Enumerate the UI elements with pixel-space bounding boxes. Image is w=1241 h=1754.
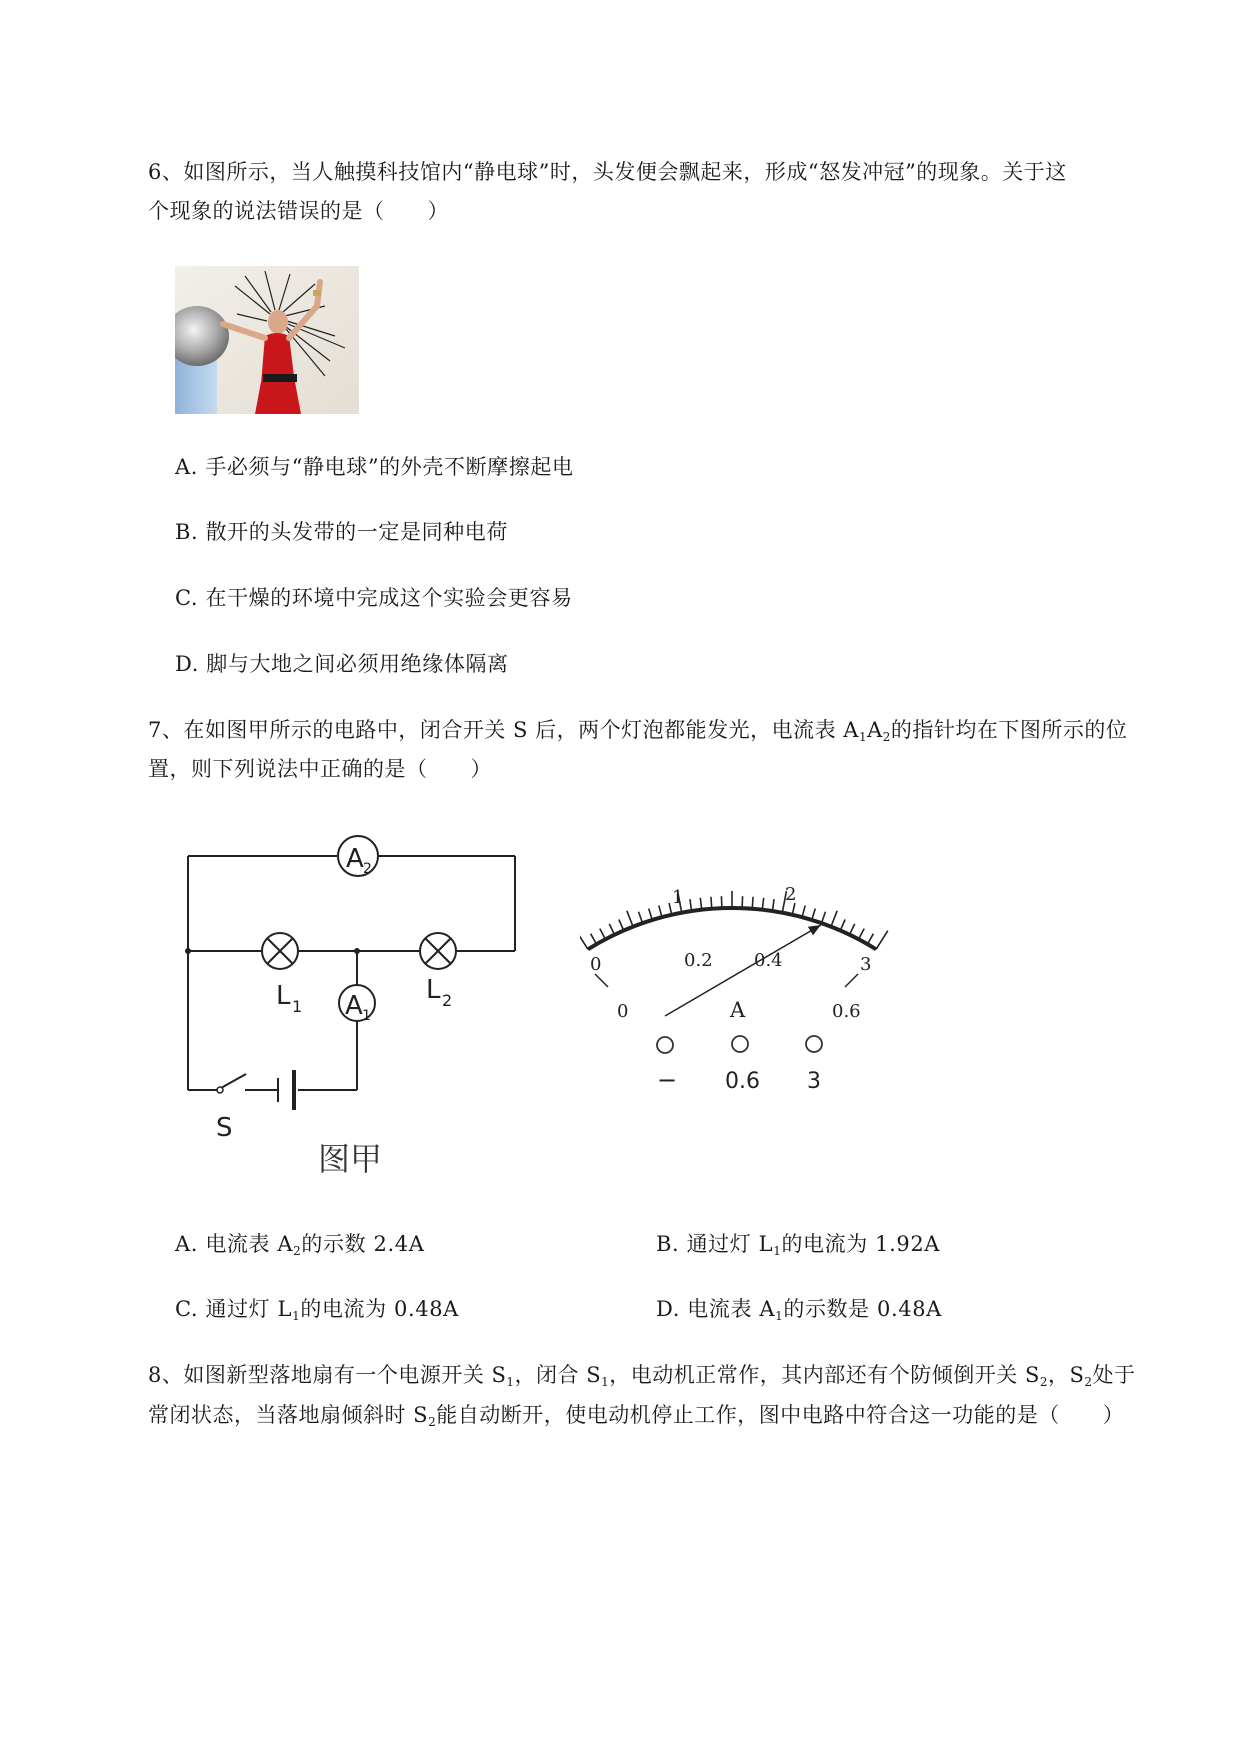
upper-label-0: 0 xyxy=(590,954,602,975)
q6-option-c[interactable]: C. 在干燥的环境中完成这个实验会更容易 xyxy=(175,586,573,610)
q6-stem-line2: 个现象的说法错误的是（ ） xyxy=(148,199,449,223)
l1-sub: 1 xyxy=(292,997,303,1016)
dial-arc xyxy=(588,908,876,949)
q7-stem-line2: 置，则下列说法中正确的是（ ） xyxy=(148,757,492,781)
dial-tick xyxy=(580,931,588,950)
q8-stem-line2: 常闭状态，当落地扇倾斜时 $S_2$能自动断开，使电动机停止工作，图中电路中符合这一功能的是（ ） xyxy=(148,1403,1125,1429)
l2-sub: 2 xyxy=(442,991,453,1010)
lower-label-0-4: 0.4 xyxy=(754,950,783,971)
q7-option-d[interactable]: D. 电流表 $A_1$的示数是 0.48A xyxy=(656,1297,942,1323)
ammeter-dial xyxy=(580,880,910,1110)
terminal-0-6 xyxy=(732,1036,748,1052)
upper-label-2: 2 xyxy=(785,884,797,905)
terminal-3 xyxy=(806,1036,822,1052)
q7-option-b[interactable]: B. 通过灯 $L_1$的电流为 1.92A xyxy=(656,1232,941,1258)
terminal-label-negative: − xyxy=(657,1066,678,1094)
lower-label-0-6: 0.6 xyxy=(832,1001,861,1022)
l2-label: L xyxy=(426,975,441,1005)
upper-label-1: 1 xyxy=(672,887,684,908)
q7-stem-line1: 7、在如图甲所示的电路中，闭合开关 S 后，两个灯泡都能发光，电流表 $A_1A_2$的指针均在下图所示的位 xyxy=(148,718,1128,744)
a2-label: A xyxy=(346,844,364,874)
lower-label-0-2: 0.2 xyxy=(684,950,713,971)
q6-option-a[interactable]: A. 手必须与“静电球”的外壳不断摩擦起电 xyxy=(175,455,574,479)
upper-label-3: 3 xyxy=(860,954,872,975)
switch-s-label: S xyxy=(216,1113,233,1143)
dial-unit: A xyxy=(730,998,746,1022)
terminal-negative xyxy=(657,1037,673,1053)
a1-sub: 1 xyxy=(362,1008,371,1024)
q7-option-c[interactable]: C. 通过灯 $L_1$的电流为 0.48A xyxy=(175,1297,459,1323)
q6-option-b[interactable]: B. 散开的头发带的一定是同种电荷 xyxy=(175,520,508,544)
terminal-label-3: 3 xyxy=(807,1069,821,1094)
dial-tick xyxy=(831,911,837,927)
l1-label: L xyxy=(276,981,291,1011)
q7-option-a[interactable]: A. 电流表 $A_2$的示数 2.4A xyxy=(175,1232,425,1258)
q8-stem-line1: 8、如图新型落地扇有一个电源开关 $S_1$，闭合 $S_1$，电动机正常作，其内部还有个防倾倒开关 $S_2$，$S_2$处于 xyxy=(148,1363,1136,1389)
a1-label: A xyxy=(345,991,363,1021)
q6-option-d[interactable]: D. 脚与大地之间必须用绝缘体隔离 xyxy=(175,652,509,676)
needle-arrowhead xyxy=(808,925,821,935)
lower-label-0: 0 xyxy=(617,1001,629,1022)
dial-tick xyxy=(876,931,888,950)
a2-sub: 2 xyxy=(363,861,372,877)
dial-tick xyxy=(627,911,633,927)
static-ball-photo xyxy=(175,266,359,414)
circuit-diagram xyxy=(170,820,540,1180)
q6-stem-line1: 6、如图所示，当人触摸科技馆内“静电球”时，头发便会飘起来，形成“怒发冲冠”的现象。关于这 xyxy=(148,160,1067,184)
terminal-label-0-6: 0.6 xyxy=(725,1069,760,1094)
circuit-caption: 图甲 xyxy=(318,1140,383,1178)
